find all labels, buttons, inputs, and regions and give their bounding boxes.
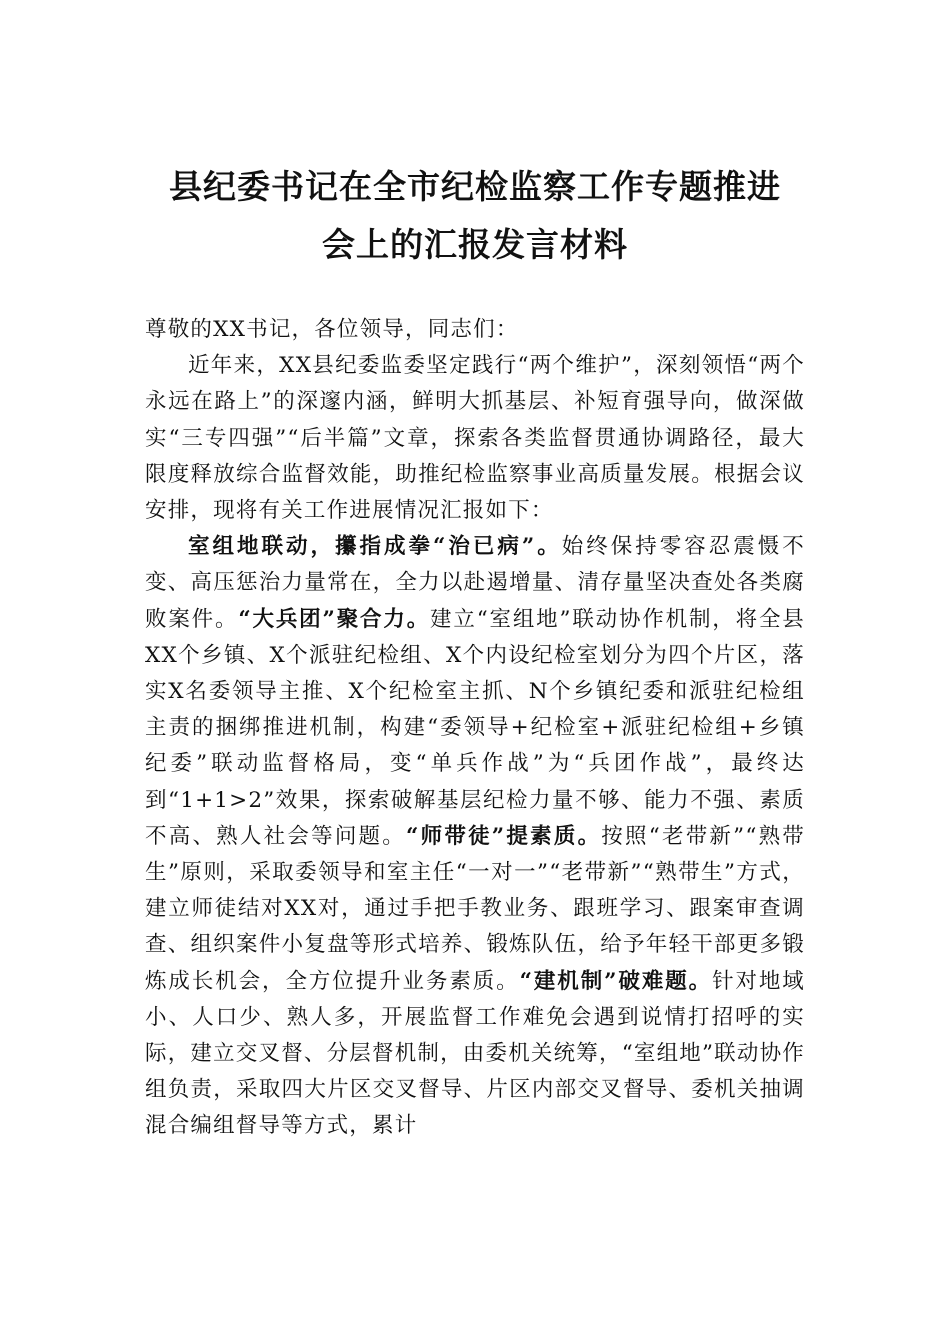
title-line-1: 县纪委书记在全市纪检监察工作专题推进 [169,167,781,206]
section-text: 针对地域小、人口少、熟人多，开展监督工作难免会遇到说情打招呼的实际，建立交叉督、分层督机制，由委机关统筹，“室组地”联动协作组负责，采取四大片区交叉督导、片区内部交叉督导、委机关抽调混合编组督导等方式，累计 [145,968,805,1139]
section-text: 始终保持零容忍震慑不变、高压惩治力量常在，全力以赴遏增量、清存量坚决查处各类腐败案件。 [145,534,805,632]
subheading-bingtuan: “大兵团”聚合力。 [238,606,431,632]
subheading-jianjizhi: “建机制”破难题。 [519,968,713,994]
title-line-2: 会上的汇报发言材料 [322,225,628,264]
salutation: 尊敬的XX书记，各位领导，同志们： [145,317,519,342]
section-paragraph [145,529,805,1144]
subheading-shidaitu: “师带徒”提素质。 [406,823,602,849]
document-title [145,158,805,274]
document-body [145,312,805,1145]
section-heading: 室组地联动，攥指成拳“治已病”。 [188,534,562,560]
intro-paragraph: 近年来，XX县纪委监委坚定践行“两个维护”，深刻领悟“两个永远在路上”的深邃内涵，鲜明大抓基层、补短育强导向，做深做实“三专四强”“后半篇”文章，探索各类监督贯通协调路径，最大限度释放综合监督效能，助推纪检监察事业高质量发展。根据会议安排，现将有关工作进展情况汇报如下： [145,353,805,524]
section-text: 建立“室组地”联动协作机制，将全县XX个乡镇、X个派驻纪检组、X个内设纪检室划分为四个片区，落实X名委领导主推、X个纪检室主抓、N个乡镇纪委和派驻纪检组主责的捆绑推进机制，构建“委领导+纪检室+派驻纪检组+乡镇纪委”联动监督格局，变“单兵作战”为“兵团作战”，最终达到“1+1>2”效果，探索破解基层纪检力量不够、能力不强、素质不高、熟人社会等问题。 [145,606,805,849]
section-text: 按照“老带新”“熟带生”原则，采取委领导和室主任“一对一”“老带新”“熟带生”方式，建立师徒结对XX对，通过手把手教业务、跟班学习、跟案审查调查、组织案件小复盘等形式培养、锻炼队伍，给予年轻干部更多锻炼成长机会，全方位提升业务素质。 [145,823,805,994]
